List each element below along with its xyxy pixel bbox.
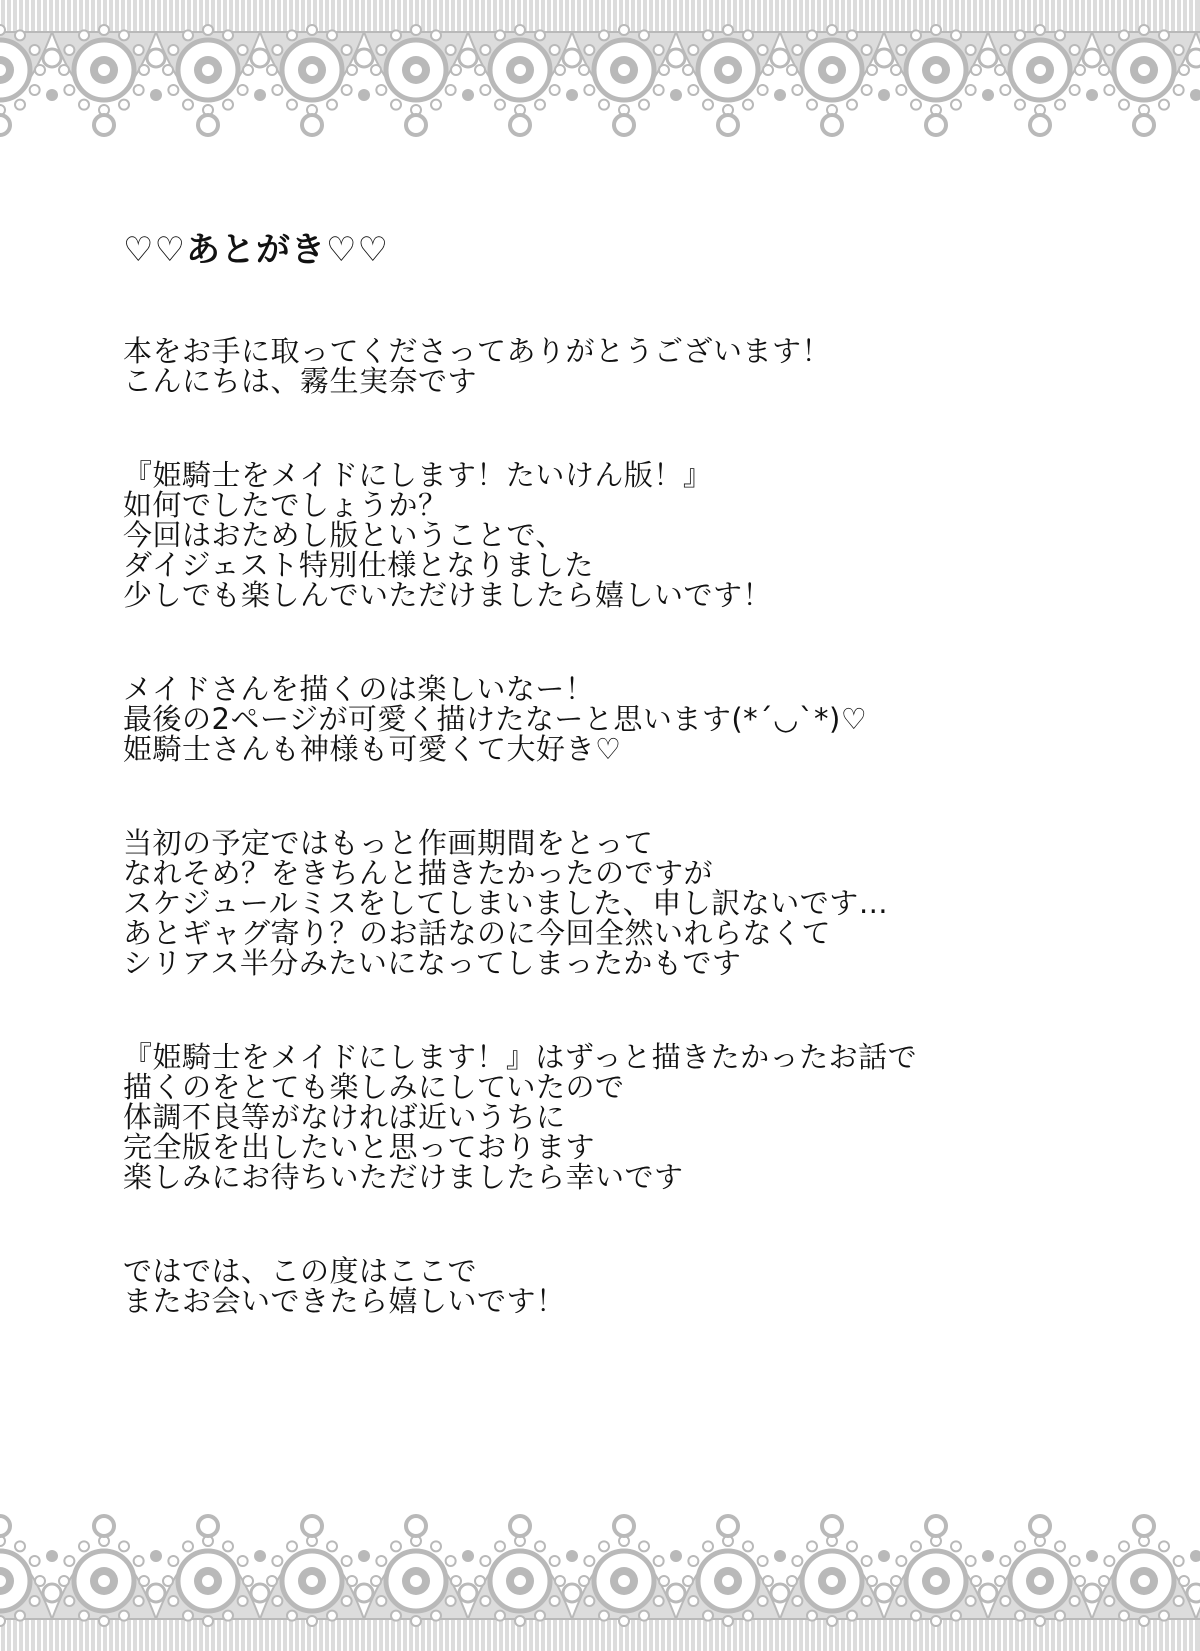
text-line: またお会いできたら嬉しいです！ xyxy=(123,1284,566,1318)
paragraph-farewell xyxy=(123,1256,1103,1316)
text-line: 『姫騎士をメイドにします！たいけん版！』 xyxy=(123,458,713,492)
paragraph-greeting xyxy=(123,336,1103,396)
text-line: 最後の2ページが可愛く描けたなーと思います(*´◡`*)♡ xyxy=(123,702,868,736)
text-line: 楽しみにお待ちいただけましたら幸いです xyxy=(123,1160,684,1194)
text-line: ではでは、この度はここで xyxy=(123,1254,478,1288)
text-line: 当初の予定ではもっと作画期間をとって xyxy=(123,826,654,860)
text-line: 姫騎士さんも神様も可愛くて大好き♡ xyxy=(123,732,622,766)
bottom-lace-border xyxy=(0,1475,1200,1651)
text-line: 少しでも楽しんでいただけましたら嬉しいです！ xyxy=(123,578,773,612)
paragraph-schedule xyxy=(123,828,1103,978)
text-line: 今回はおためし版ということで、 xyxy=(123,518,565,552)
text-line: 如何でしたでしょうか？ xyxy=(123,488,448,522)
lace-pattern-top xyxy=(0,0,1200,175)
text-line: あとギャグ寄り？のお話なのに今回全然いれらなくて xyxy=(123,916,832,950)
text-line: スケジュールミスをしてしまいました、申し訳ないです… xyxy=(123,886,889,920)
text-line: 完全版を出したいと思っております xyxy=(123,1130,596,1164)
text-line: 体調不良等がなければ近いうちに xyxy=(123,1100,566,1134)
top-lace-border xyxy=(0,0,1200,175)
paragraph-maid xyxy=(123,674,1103,764)
lace-pattern-bottom xyxy=(0,1475,1200,1651)
text-line: 『姫騎士をメイドにします！』はずっと描きたかったお話で xyxy=(123,1040,918,1074)
afterword-title: ♡♡あとがき♡♡ xyxy=(123,230,389,270)
text-line: メイドさんを描くのは楽しいなー！ xyxy=(123,672,595,706)
text-line: こんにちは、霧生実奈です xyxy=(123,364,478,398)
paragraph-trial-edition xyxy=(123,460,1103,610)
text-line: ダイジェスト特別仕様となりました xyxy=(123,548,594,582)
text-line: 本をお手に取ってくださってありがとうございます！ xyxy=(123,334,832,368)
text-line: シリアス半分みたいになってしまったかもです xyxy=(123,946,742,980)
afterword-body xyxy=(123,228,1103,1380)
text-line: なれそめ？をきちんと描きたかったのですが xyxy=(123,856,714,890)
paragraph-full-edition xyxy=(123,1042,1103,1192)
text-line: 描くのをとても楽しみにしていたので xyxy=(123,1070,625,1104)
